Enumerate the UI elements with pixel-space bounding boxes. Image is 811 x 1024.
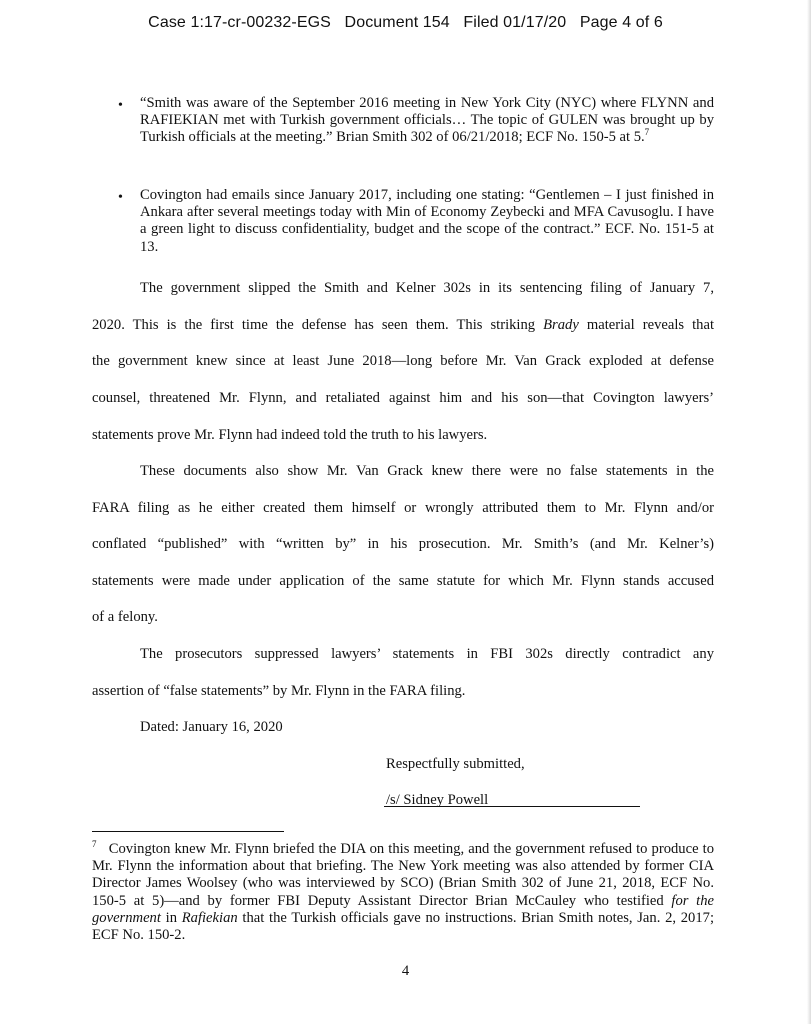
body-line: assertion of “false statements” by Mr. Flynn in the FARA filing. bbox=[92, 683, 466, 699]
bullet-item-covington-emails bbox=[140, 187, 714, 256]
signature-name: /s/ Sidney Powell bbox=[386, 792, 489, 808]
page-edge-shadow bbox=[807, 0, 811, 1024]
footnote-reference: 7 bbox=[644, 127, 650, 138]
body-line: 2020. This is the first time the defense has seen them. This striking Brady material reveals that bbox=[92, 317, 714, 333]
footnote-number: 7 bbox=[92, 839, 97, 850]
body-line: the government knew since at least June 2018—long before Mr. Van Grack exploded at defense bbox=[92, 353, 714, 369]
bullet-marker: • bbox=[118, 98, 123, 113]
body-line: conflated “published” with “written by” in his prosecution. Mr. Smith’s (and Mr. Kelner’s) bbox=[92, 536, 714, 552]
bullet-text: “Smith was aware of the September 2016 meeting in New York City (NYC) where FLYNN and RAFIEKIAN met with Turkish government officials… The topic of GULEN was brought up by Turkish officials at the meeting.” Brian Smith 302 of 06/21/2018; ECF No. 150-5 at 5. bbox=[140, 95, 714, 146]
bullet-marker: • bbox=[118, 190, 123, 205]
body-line: statements prove Mr. Flynn had indeed told the truth to his lawyers. bbox=[92, 427, 488, 443]
dated-line: Dated: January 16, 2020 bbox=[140, 719, 283, 735]
body-line: of a felony. bbox=[92, 609, 158, 625]
case-name-brady: Brady bbox=[543, 317, 579, 333]
body-line: The prosecutors suppressed lawyers’ statements in FBI 302s directly contradict any bbox=[140, 646, 714, 662]
body-line: FARA filing as he either created them himself or wrongly attributed them to Mr. Flynn and/or bbox=[92, 500, 714, 516]
page-number: 4 bbox=[401, 963, 410, 979]
footnote-separator bbox=[92, 831, 284, 832]
case-header: Case 1:17-cr-00232-EGS Document 154 Filed 01/17/20 Page 4 of 6 bbox=[148, 14, 663, 31]
bullet-text: Covington had emails since January 2017, including one stating: “Gentlemen – I just finished in Ankara after several meetings today with Min of Economy Zeybecki and MFA Cavusoglu. I have a green light to discuss confidentiality, budget and the scope of the contract.” ECF. No. 151-5 at 13. bbox=[140, 187, 714, 255]
bullet-item-smith-quote bbox=[140, 95, 714, 147]
body-line: statements were made under application of the same statute for which Mr. Flynn stands accused bbox=[92, 573, 714, 589]
body-line: These documents also show Mr. Van Grack knew there were no false statements in the bbox=[140, 463, 714, 479]
body-line: The government slipped the Smith and Kelner 302s in its sentencing filing of January 7, bbox=[140, 280, 714, 296]
footnote: $^7$ Covington knew Mr. Flynn briefed the DIA on this meeting, and the government refused to produce to Mr. Flynn the information about that briefing. The New York meeting was also attended by former CIA Director James Woolsey (who was interviewed by SCO) (Brian Smith 302 of June 21, 2018, ECF No. 150-5 at 5)—and by former FBI Deputy Assistant Director Brian McCauley who testified for the government in Rafiekian that the Turkish officials gave no instructions. Brian Smith notes, Jan. 2, 2017; ECF No. 150-2. bbox=[92, 839, 715, 944]
signature-line bbox=[384, 806, 640, 807]
closing-line: Respectfully submitted, bbox=[386, 756, 525, 772]
body-line: counsel, threatened Mr. Flynn, and retaliated against him and his son—that Covington lawyers’ bbox=[92, 390, 714, 406]
